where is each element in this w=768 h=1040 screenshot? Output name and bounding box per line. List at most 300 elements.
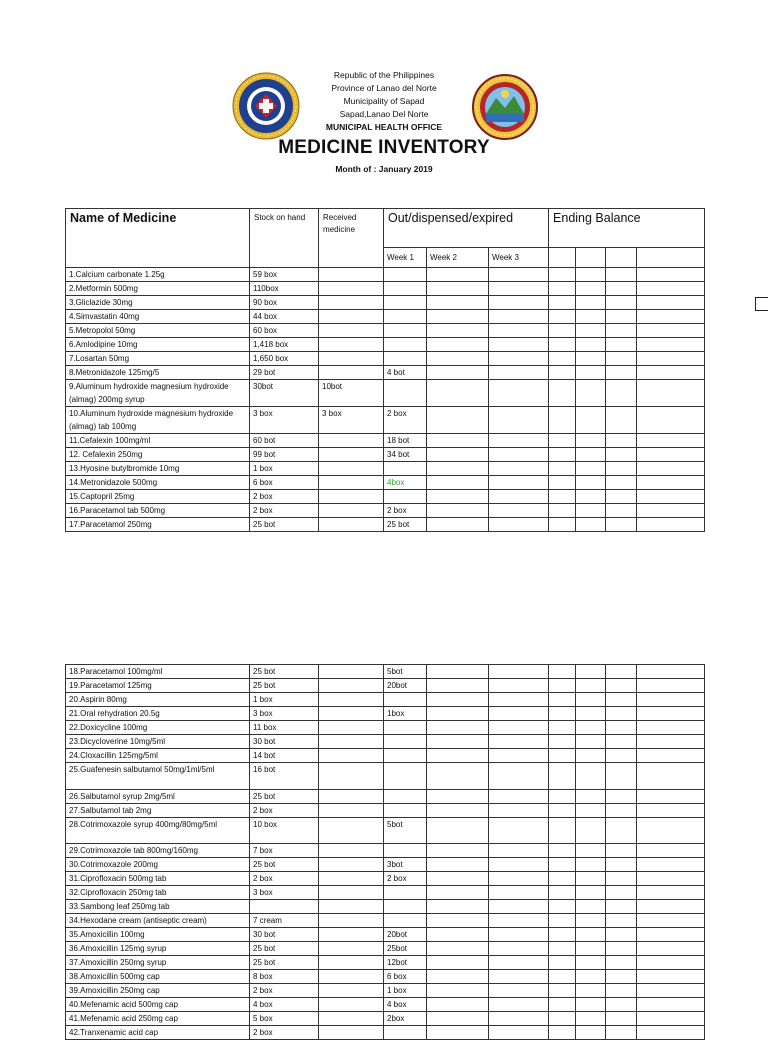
table-row <box>66 679 705 693</box>
week-2-out-cell <box>427 1026 489 1040</box>
received-medicine-cell <box>319 338 384 352</box>
ending-balance-cell <box>606 1012 637 1026</box>
medicine-name-cell: 15.Captopril 25mg <box>66 490 250 504</box>
week-3-out-cell <box>489 858 549 872</box>
week-2-out-cell <box>427 296 489 310</box>
table-row <box>66 504 705 518</box>
week-1-out-cell: 4box <box>384 476 427 490</box>
week-1-out-cell: 5bot <box>384 665 427 679</box>
received-medicine-cell <box>319 721 384 735</box>
medicine-name-cell: 4.Simvastatin 40mg <box>66 310 250 324</box>
table-row <box>66 490 705 504</box>
ending-balance-cell <box>606 462 637 476</box>
week-3-out-cell <box>489 310 549 324</box>
ending-balance-cell <box>637 665 705 679</box>
table-row <box>66 324 705 338</box>
ending-balance-cell <box>606 268 637 282</box>
week-2-out-cell <box>427 956 489 970</box>
column-header-name: Name of Medicine <box>66 209 250 268</box>
table-row <box>66 817 705 844</box>
ending-balance-cell <box>549 984 576 998</box>
ending-balance-cell <box>637 858 705 872</box>
week-2-out-cell <box>427 310 489 324</box>
week-1-out-cell <box>384 886 427 900</box>
week-3-out-cell <box>489 914 549 928</box>
ending-balance-cell <box>576 900 606 914</box>
week-2-out-cell <box>427 763 489 790</box>
week-1-out-cell: 1 box <box>384 984 427 998</box>
received-medicine-cell <box>319 324 384 338</box>
header-office: MUNICIPAL HEALTH OFFICE <box>325 122 443 132</box>
medicine-name-cell: 31.Ciprofloxacin 500mg tab <box>66 872 250 886</box>
ending-balance-cell <box>637 1012 705 1026</box>
ending-balance-cell <box>637 721 705 735</box>
ending-balance-cell <box>637 407 705 434</box>
medicine-name-cell: 40.Mefenamic acid 500mg cap <box>66 998 250 1012</box>
week-2-out-cell <box>427 504 489 518</box>
table-row <box>66 366 705 380</box>
ending-balance-cell <box>576 858 606 872</box>
ending-balance-cell <box>576 721 606 735</box>
week-2-out-cell <box>427 665 489 679</box>
ending-balance-cell <box>637 310 705 324</box>
table-row <box>66 928 705 942</box>
received-medicine-cell <box>319 928 384 942</box>
received-medicine-cell <box>319 984 384 998</box>
week-2-out-cell <box>427 476 489 490</box>
week-1-out-cell <box>384 763 427 790</box>
received-medicine-cell <box>319 1026 384 1040</box>
medicine-name-cell: 5.Metropolol 50mg <box>66 324 250 338</box>
ending-balance-cell <box>549 490 576 504</box>
ending-balance-cell <box>576 679 606 693</box>
ending-balance-cell <box>606 735 637 749</box>
ending-balance-cell <box>637 942 705 956</box>
week-1-out-cell <box>384 844 427 858</box>
stock-on-hand-cell: 14 bot <box>250 749 319 763</box>
ending-balance-cell <box>549 970 576 984</box>
ending-balance-cell <box>576 749 606 763</box>
ending-balance-cell <box>549 749 576 763</box>
ending-balance-cell <box>606 721 637 735</box>
received-medicine-cell <box>319 693 384 707</box>
week-1-out-cell <box>384 282 427 296</box>
medicine-name-cell: 18.Paracetamol 100mg/ml <box>66 665 250 679</box>
week-3-out-cell <box>489 928 549 942</box>
ending-balance-cell <box>549 352 576 366</box>
week-2-out-cell <box>427 914 489 928</box>
medicine-name-cell: 22.Doxicycline 100mg <box>66 721 250 735</box>
ending-balance-cell <box>606 338 637 352</box>
week-3-out-cell <box>489 504 549 518</box>
received-medicine-cell: 10bot <box>319 380 384 407</box>
ending-balance-cell <box>549 462 576 476</box>
week-3-out-cell <box>489 886 549 900</box>
ending-balance-cell <box>637 248 705 268</box>
stock-on-hand-cell: 99 bot <box>250 448 319 462</box>
received-medicine-cell: 3 box <box>319 407 384 434</box>
table-row <box>66 407 705 434</box>
week-1-out-cell: 1box <box>384 707 427 721</box>
received-medicine-cell <box>319 1012 384 1026</box>
ending-balance-cell <box>637 928 705 942</box>
week-1-out-cell: 2 box <box>384 504 427 518</box>
received-medicine-cell <box>319 448 384 462</box>
header-line-municipality: Municipality of Sapad <box>343 96 425 106</box>
medicine-name-cell: 13.Hyosine butylbromide 10mg <box>66 462 250 476</box>
ending-balance-cell <box>576 504 606 518</box>
week-3-out-cell <box>489 282 549 296</box>
medicine-name-cell: 9.Aluminum hydroxide magnesium hydroxide (almag) 200mg syrup <box>66 380 250 407</box>
week-2-out-cell <box>427 789 489 803</box>
week-3-out-cell <box>489 352 549 366</box>
stock-on-hand-cell: 16 bot <box>250 763 319 790</box>
week-3-out-cell <box>489 434 549 448</box>
week-1-out-cell: 12bot <box>384 956 427 970</box>
week-2-out-cell <box>427 872 489 886</box>
stock-on-hand-cell: 25 bot <box>250 789 319 803</box>
week-1-out-cell: 25bot <box>384 942 427 956</box>
week-2-out-cell <box>427 448 489 462</box>
week-3-out-cell <box>489 462 549 476</box>
stock-on-hand-cell: 2 box <box>250 984 319 998</box>
ending-balance-cell <box>576 338 606 352</box>
week-2-out-cell <box>427 338 489 352</box>
stock-on-hand-cell: 2 box <box>250 872 319 886</box>
ending-balance-cell <box>549 858 576 872</box>
week-2-out-cell <box>427 707 489 721</box>
ending-balance-cell <box>637 984 705 998</box>
ending-balance-cell <box>549 268 576 282</box>
medicine-name-cell: 33.Sambong leaf 250mg tab <box>66 900 250 914</box>
week-1-out-cell <box>384 693 427 707</box>
ending-balance-cell <box>606 803 637 817</box>
ending-balance-cell <box>637 268 705 282</box>
ending-balance-cell <box>637 735 705 749</box>
stock-on-hand-cell: 3 box <box>250 886 319 900</box>
week-1-out-cell <box>384 789 427 803</box>
ending-balance-cell <box>549 380 576 407</box>
table-row <box>66 749 705 763</box>
ending-balance-cell <box>549 338 576 352</box>
week-2-out-cell <box>427 721 489 735</box>
ending-balance-cell <box>637 970 705 984</box>
ending-balance-cell <box>576 434 606 448</box>
ending-balance-cell <box>549 956 576 970</box>
week-1-out-cell <box>384 803 427 817</box>
week-1-out-cell <box>384 310 427 324</box>
received-medicine-cell <box>319 476 384 490</box>
ending-balance-cell <box>606 858 637 872</box>
ending-balance-cell <box>576 886 606 900</box>
stock-on-hand-cell: 25 bot <box>250 679 319 693</box>
table-row <box>66 721 705 735</box>
stock-on-hand-cell: 25 bot <box>250 518 319 532</box>
ending-balance-cell <box>606 844 637 858</box>
ending-balance-cell <box>606 490 637 504</box>
column-header-ending-balance: Ending Balance <box>549 209 705 248</box>
table-row <box>66 310 705 324</box>
week-1-out-cell: 2 box <box>384 407 427 434</box>
medicine-name-cell: 41.Mefenamic acid 250mg cap <box>66 1012 250 1026</box>
page-edge-mark <box>755 297 768 311</box>
week-2-out-cell <box>427 998 489 1012</box>
stock-on-hand-cell: 25 bot <box>250 665 319 679</box>
received-medicine-cell <box>319 803 384 817</box>
ending-balance-cell <box>606 324 637 338</box>
ending-balance-cell <box>606 448 637 462</box>
ending-balance-cell <box>549 1012 576 1026</box>
received-medicine-cell <box>319 434 384 448</box>
week-1-out-cell: 4 bot <box>384 366 427 380</box>
ending-balance-cell <box>606 970 637 984</box>
stock-on-hand-cell: 2 box <box>250 803 319 817</box>
week-3-out-cell <box>489 476 549 490</box>
ending-balance-cell <box>549 844 576 858</box>
stock-on-hand-cell: 3 box <box>250 407 319 434</box>
received-medicine-cell <box>319 817 384 844</box>
ending-balance-cell <box>576 914 606 928</box>
week-2-out-cell <box>427 324 489 338</box>
ending-balance-cell <box>606 518 637 532</box>
ending-balance-cell <box>576 296 606 310</box>
week-1-out-cell <box>384 721 427 735</box>
medicine-name-cell: 12. Cefalexin 250mg <box>66 448 250 462</box>
week-2-out-cell <box>427 803 489 817</box>
medicine-name-cell: 10.Aluminum hydroxide magnesium hydroxide (almag) tab 100mg <box>66 407 250 434</box>
medicine-name-cell: 30.Cotrimoxazole 200mg <box>66 858 250 872</box>
received-medicine-cell <box>319 789 384 803</box>
ending-balance-cell <box>606 956 637 970</box>
week-1-out-cell <box>384 900 427 914</box>
table-row <box>66 763 705 790</box>
table-row <box>66 1012 705 1026</box>
medicine-name-cell: 23.Dicycloverine 10mg/5ml <box>66 735 250 749</box>
table-row <box>66 296 705 310</box>
ending-balance-cell <box>637 366 705 380</box>
stock-on-hand-cell: 7 cream <box>250 914 319 928</box>
stock-on-hand-cell: 6 box <box>250 476 319 490</box>
ending-balance-cell <box>549 872 576 886</box>
week-2-out-cell <box>427 735 489 749</box>
stock-on-hand-cell: 1,418 box <box>250 338 319 352</box>
ending-balance-cell <box>637 707 705 721</box>
header-line-province: Province of Lanao del Norte <box>331 83 437 93</box>
week-1-out-cell: 34 bot <box>384 448 427 462</box>
ending-balance-cell <box>637 434 705 448</box>
ending-balance-cell <box>549 518 576 532</box>
week-1-out-cell: 2 box <box>384 872 427 886</box>
stock-on-hand-cell: 8 box <box>250 970 319 984</box>
ending-balance-cell <box>576 248 606 268</box>
medicine-name-cell: 28.Cotrimoxazole syrup 400mg/80mg/5ml <box>66 817 250 844</box>
ending-balance-cell <box>637 872 705 886</box>
page-title: MEDICINE INVENTORY <box>278 137 490 158</box>
week-1-out-cell: 5bot <box>384 817 427 844</box>
week-2-out-cell <box>427 693 489 707</box>
ending-balance-cell <box>637 789 705 803</box>
ending-balance-cell <box>576 1026 606 1040</box>
ending-balance-cell <box>549 735 576 749</box>
column-header-received: Received medicine <box>319 209 384 268</box>
week-1-out-cell: 18 bot <box>384 434 427 448</box>
table-row <box>66 956 705 970</box>
received-medicine-cell <box>319 749 384 763</box>
ending-balance-cell <box>549 789 576 803</box>
table-row <box>66 900 705 914</box>
ending-balance-cell <box>606 679 637 693</box>
medicine-name-cell: 14.Metronidazole 500mg <box>66 476 250 490</box>
week-3-out-cell <box>489 900 549 914</box>
table-row <box>66 434 705 448</box>
received-medicine-cell <box>319 763 384 790</box>
stock-on-hand-cell: 60 box <box>250 324 319 338</box>
received-medicine-cell <box>319 296 384 310</box>
medicine-name-cell: 32.Ciprofloxacin 250mg tab <box>66 886 250 900</box>
ending-balance-cell <box>576 803 606 817</box>
stock-on-hand-cell: 90 box <box>250 296 319 310</box>
week-2-out-cell <box>427 366 489 380</box>
week-3-out-cell <box>489 735 549 749</box>
received-medicine-cell <box>319 942 384 956</box>
stock-on-hand-cell: 3 box <box>250 707 319 721</box>
ending-balance-cell <box>576 282 606 296</box>
received-medicine-cell <box>319 970 384 984</box>
week-2-out-cell <box>427 886 489 900</box>
medicine-name-cell: 29.Cotrimoxazole tab 800mg/160mg <box>66 844 250 858</box>
medicine-name-cell: 26.Salbutamol syrup 2mg/5ml <box>66 789 250 803</box>
medicine-inventory-table-1 <box>65 208 705 532</box>
table-row <box>66 914 705 928</box>
table-row <box>66 268 705 282</box>
medicine-name-cell: 35.Amoxicillin 100mg <box>66 928 250 942</box>
ending-balance-cell <box>606 914 637 928</box>
ending-balance-cell <box>637 914 705 928</box>
ending-balance-cell <box>549 998 576 1012</box>
medicine-name-cell: 17.Paracetamol 250mg <box>66 518 250 532</box>
ending-balance-cell <box>637 1026 705 1040</box>
column-header-stock: Stock on hand <box>250 209 319 268</box>
received-medicine-cell <box>319 858 384 872</box>
table-row <box>66 984 705 998</box>
week-3-out-cell <box>489 1026 549 1040</box>
week-2-out-cell <box>427 380 489 407</box>
medicine-name-cell: 20.Aspirin 80mg <box>66 693 250 707</box>
month-label: Month of : January 2019 <box>335 164 433 174</box>
medicine-name-cell: 7.Losartan 50mg <box>66 352 250 366</box>
week-2-out-cell <box>427 490 489 504</box>
stock-on-hand-cell: 25 bot <box>250 956 319 970</box>
table-row <box>66 462 705 476</box>
received-medicine-cell <box>319 679 384 693</box>
ending-balance-cell <box>549 886 576 900</box>
ending-balance-cell <box>637 490 705 504</box>
ending-balance-cell <box>606 248 637 268</box>
ending-balance-cell <box>637 803 705 817</box>
ending-balance-cell <box>637 679 705 693</box>
week-3-out-cell <box>489 679 549 693</box>
received-medicine-cell <box>319 900 384 914</box>
stock-on-hand-cell: 2 box <box>250 1026 319 1040</box>
week-3-out-cell <box>489 984 549 998</box>
ending-balance-cell <box>606 296 637 310</box>
ending-balance-cell <box>606 928 637 942</box>
table-row <box>66 1026 705 1040</box>
week-2-out-cell <box>427 749 489 763</box>
ending-balance-cell <box>549 721 576 735</box>
stock-on-hand-cell: 30 bot <box>250 735 319 749</box>
ending-balance-cell <box>576 352 606 366</box>
ending-balance-cell <box>549 942 576 956</box>
ending-balance-cell <box>637 352 705 366</box>
ending-balance-cell <box>576 310 606 324</box>
ending-balance-cell <box>549 248 576 268</box>
received-medicine-cell <box>319 998 384 1012</box>
ending-balance-cell <box>606 693 637 707</box>
week-1-out-cell <box>384 462 427 476</box>
table-row <box>66 844 705 858</box>
table-row <box>66 282 705 296</box>
ending-balance-cell <box>576 707 606 721</box>
ending-balance-cell <box>549 928 576 942</box>
week-3-out-cell <box>489 970 549 984</box>
ending-balance-cell <box>606 872 637 886</box>
ending-balance-cell <box>606 352 637 366</box>
received-medicine-cell <box>319 310 384 324</box>
medicine-name-cell: 2.Metformin 500mg <box>66 282 250 296</box>
week-3-out-cell <box>489 817 549 844</box>
week-3-out-cell <box>489 693 549 707</box>
ending-balance-cell <box>606 886 637 900</box>
table-row <box>66 693 705 707</box>
table-row <box>66 665 705 679</box>
ending-balance-cell <box>576 490 606 504</box>
received-medicine-cell <box>319 504 384 518</box>
week-2-out-cell <box>427 1012 489 1026</box>
ending-balance-cell <box>549 448 576 462</box>
ending-balance-cell <box>606 817 637 844</box>
week-1-out-cell: 20bot <box>384 679 427 693</box>
ending-balance-cell <box>637 296 705 310</box>
ending-balance-cell <box>576 998 606 1012</box>
week-1-out-cell: 6 box <box>384 970 427 984</box>
week-1-out-cell <box>384 1026 427 1040</box>
column-header-out: Out/dispensed/expired <box>384 209 549 248</box>
ending-balance-cell <box>606 789 637 803</box>
stock-on-hand-cell: 7 box <box>250 844 319 858</box>
ending-balance-cell <box>606 380 637 407</box>
received-medicine-cell <box>319 665 384 679</box>
week-3-out-cell <box>489 518 549 532</box>
table-row <box>66 518 705 532</box>
received-medicine-cell <box>319 462 384 476</box>
document-header <box>0 0 768 190</box>
week-3-out-cell <box>489 844 549 858</box>
table-row <box>66 735 705 749</box>
ending-balance-cell <box>637 956 705 970</box>
week-2-out-cell <box>427 858 489 872</box>
medicine-name-cell: 8.Metronidazole 125mg/5 <box>66 366 250 380</box>
week-1-out-cell <box>384 380 427 407</box>
ending-balance-cell <box>549 900 576 914</box>
week-1-out-cell: 2box <box>384 1012 427 1026</box>
ending-balance-cell <box>549 366 576 380</box>
week-3-out-cell <box>489 789 549 803</box>
ending-balance-cell <box>576 407 606 434</box>
ending-balance-cell <box>637 886 705 900</box>
received-medicine-cell <box>319 282 384 296</box>
week-3-out-cell <box>489 763 549 790</box>
